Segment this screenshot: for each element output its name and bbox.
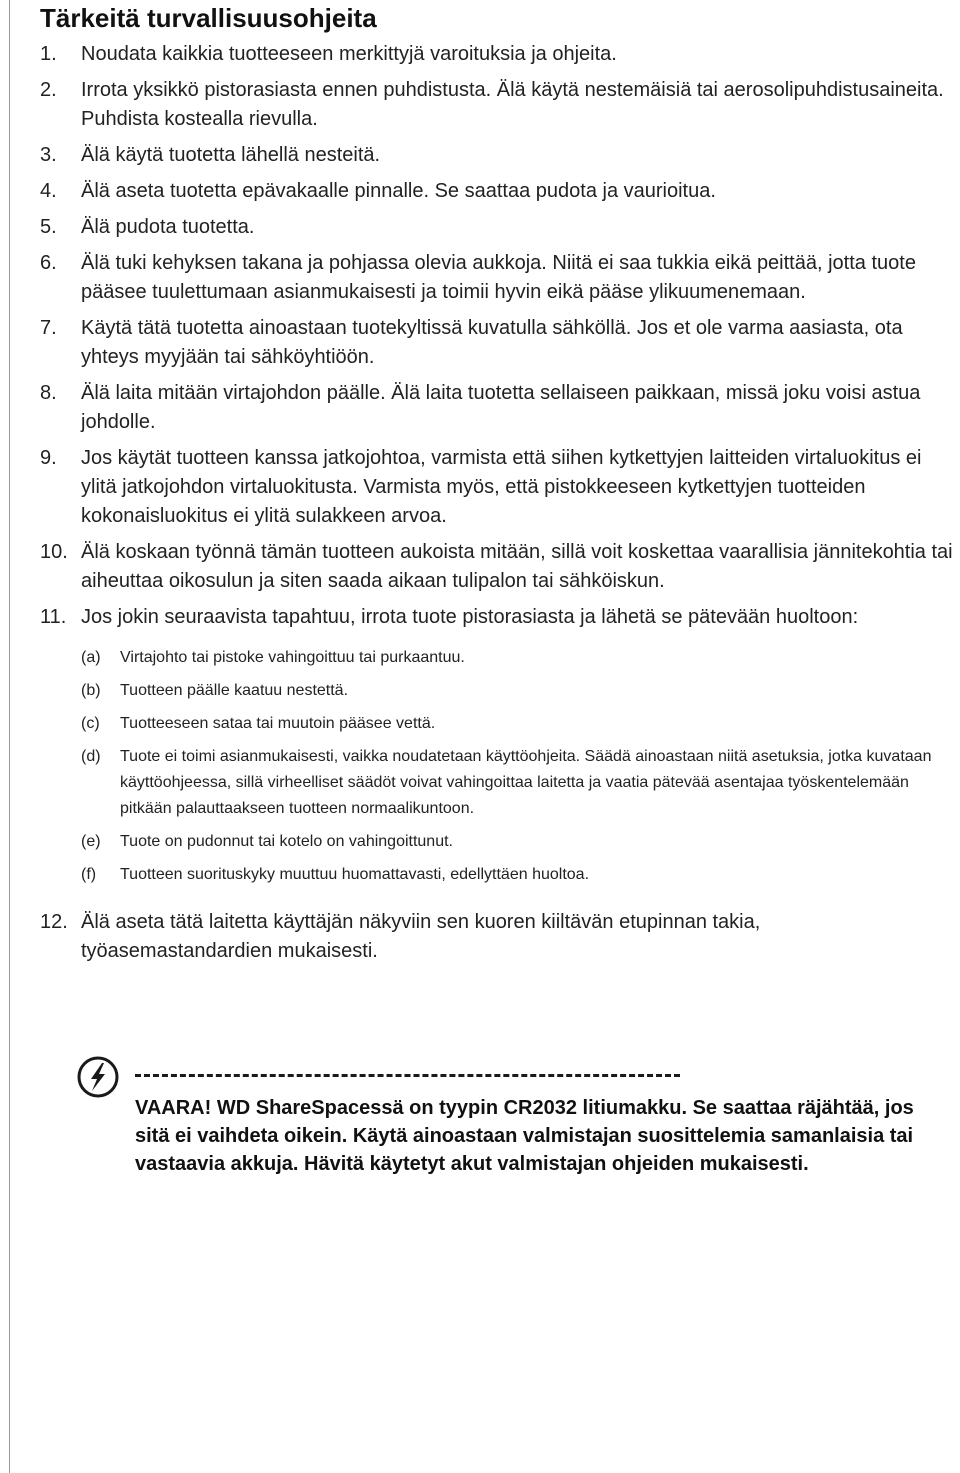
- item-text: Älä koskaan työnnä tämän tuotteen aukoista mitään, sillä voit koskettaa vaarallisia jännitekohtia tai aiheuttaa oikosulun ja siten saada aikaan tulipalon tai sähköiskun.: [81, 541, 953, 592]
- item-text: Älä käytä tuotetta lähellä nesteitä.: [81, 144, 381, 166]
- item-text: Noudata kaikkia tuotteeseen merkittyjä varoituksia ja ohjeita.: [81, 43, 617, 65]
- list-item: [40, 249, 955, 307]
- list-item: [40, 177, 955, 206]
- sub-list-item: [81, 711, 955, 737]
- margin-rule: [9, 0, 10, 1473]
- item-text: Älä tuki kehyksen takana ja pohjassa olevia aukkoja. Niitä ei saa tukkia eikä peittää, jotta tuote pääsee tuulettumaan asianmukaisesti ja toimii hyvin eikä pääse ylikuumenemaan.: [81, 252, 916, 303]
- item-number: 9.: [40, 447, 57, 469]
- item-number: 12.: [40, 911, 68, 933]
- item-number: 2.: [40, 79, 57, 101]
- sub-item-text: Tuote on pudonnut tai kotelo on vahingoittunut.: [120, 833, 453, 850]
- item-text: Älä aseta tätä laitetta käyttäjän näkyviin sen kuoren kiiltävän etupinnan takia, työasemastandardien mukaisesti.: [81, 911, 761, 962]
- item-number: 5.: [40, 216, 57, 238]
- item-number: 10.: [40, 541, 68, 563]
- list-item: [40, 314, 955, 372]
- item-number: 6.: [40, 252, 57, 274]
- list-item: [40, 538, 955, 596]
- item-text: Jos käytät tuotteen kanssa jatkojohtoa, varmista että siihen kytkettyjen laitteiden virtaluokitus ei ylitä jatkojohdon virtaluokitusta. Varmista myös, että pistokkeeseen kytkettyjen tuotteiden kokonaisluokitus ei ylitä sulakkeen arvoa.: [81, 447, 922, 527]
- sub-list-item: [81, 829, 955, 855]
- item-text: Älä pudota tuotetta.: [81, 216, 255, 238]
- item-text: Älä laita mitään virtajohdon päälle. Älä laita tuotetta sellaiseen paikkaan, missä joku voisi astua johdolle.: [81, 382, 921, 433]
- sub-list-item: [81, 744, 955, 822]
- item-number: 1.: [40, 43, 57, 65]
- sub-item-label: (a): [81, 649, 101, 666]
- sub-list-item: [81, 645, 955, 671]
- item-number: 4.: [40, 180, 57, 202]
- electrical-hazard-icon: [77, 1056, 119, 1098]
- item-text: Älä aseta tuotetta epävakaalle pinnalle. Se saattaa pudota ja vaurioitua.: [81, 180, 716, 202]
- item-number: 3.: [40, 144, 57, 166]
- list-item: [40, 908, 955, 966]
- sub-instruction-list: [81, 645, 955, 888]
- safety-instructions-page: [40, 0, 955, 973]
- item-text: Jos jokin seuraavista tapahtuu, irrota tuote pistorasiasta ja lähetä se pätevään huoltoon:: [81, 606, 859, 628]
- sub-item-text: Tuotteeseen sataa tai muutoin pääsee vettä.: [120, 715, 436, 732]
- sub-item-text: Tuotteen päälle kaatuu nestettä.: [120, 682, 349, 699]
- item-number: 7.: [40, 317, 57, 339]
- sub-item-label: (f): [81, 866, 97, 883]
- sub-item-label: (b): [81, 682, 101, 699]
- battery-warning: [37, 1056, 917, 1216]
- item-text: Irrota yksikkö pistorasiasta ennen puhdistusta. Älä käytä nestemäisiä tai aerosolipuhdistusaineita. Puhdista kostealla rievulla.: [81, 79, 944, 130]
- sub-item-label: (c): [81, 715, 100, 732]
- sub-item-text: Tuote ei toimi asianmukaisesti, vaikka noudatetaan käyttöohjeita. Säädä ainoastaan niitä asetuksia, jotka kuvataan käyttöohjeessa, sillä virheelliset säädöt voivat vahingoittaa laitetta ja vaatia pätevää asentajaa työskentelemään pitkään palauttaakseen tuotteen normaalikuntoon.: [120, 748, 932, 817]
- list-item: [40, 444, 955, 531]
- instruction-list: [40, 40, 955, 966]
- sub-item-label: (e): [81, 833, 101, 850]
- item-number: 11.: [40, 606, 67, 628]
- sub-item-text: Tuotteen suorituskyky muuttuu huomattavasti, edellyttäen huoltoa.: [120, 866, 590, 883]
- sub-item-text: Virtajohto tai pistoke vahingoittuu tai purkaantuu.: [120, 649, 465, 666]
- list-item: [40, 213, 955, 242]
- item-number: 8.: [40, 382, 57, 404]
- sub-list-item: [81, 678, 955, 704]
- warning-text: VAARA! WD ShareSpacessä on tyypin CR2032 litiumakku. Se saattaa räjähtää, jos sitä ei vaihdeta oikein. Käytä ainoastaan valmistajan suosittelemia samanlaisia tai vastaavia akkuja. Hävitä käytetyt akut valmistajan ohjeiden mukaisesti.: [135, 1097, 914, 1175]
- dashed-divider: [135, 1074, 680, 1077]
- sub-list-item: [81, 862, 955, 888]
- list-item: [40, 379, 955, 437]
- list-item: [40, 603, 955, 888]
- page-title: Tärkeitä turvallisuusohjeita: [40, 3, 377, 33]
- list-item: [40, 141, 955, 170]
- sub-item-label: (d): [81, 748, 101, 765]
- list-item: [40, 40, 955, 69]
- list-item: [40, 76, 955, 134]
- item-text: Käytä tätä tuotetta ainoastaan tuotekyltissä kuvatulla sähköllä. Jos et ole varma aasiasta, ota yhteys myyjään tai sähköyhtiöön.: [81, 317, 903, 368]
